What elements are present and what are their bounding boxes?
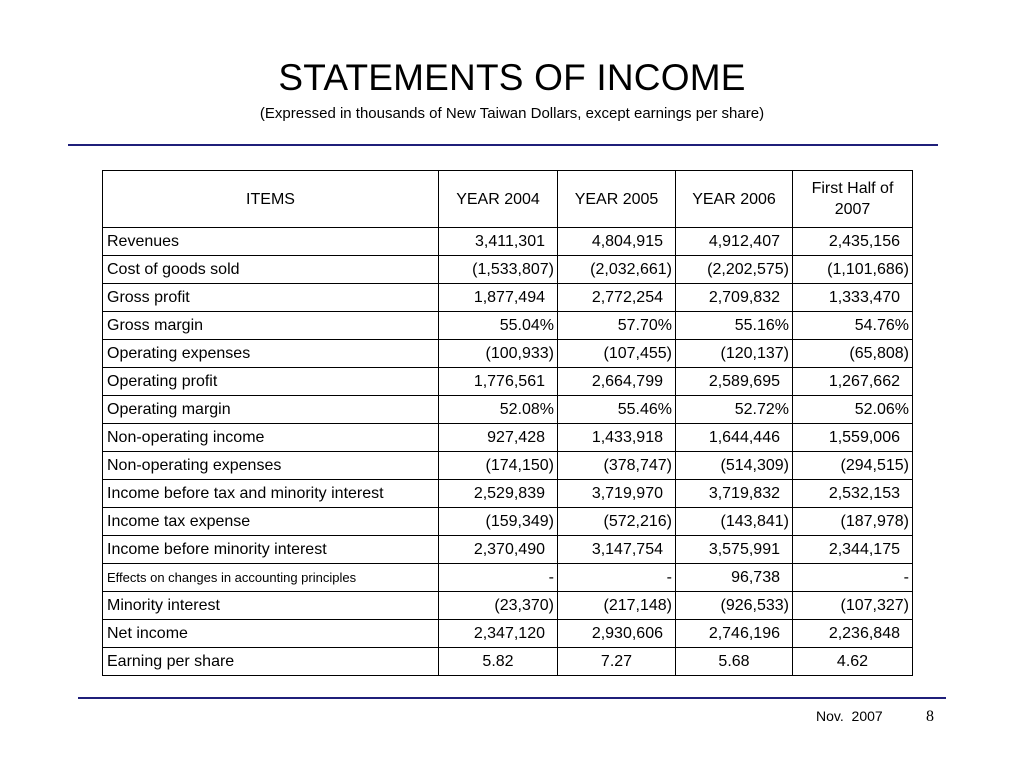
table-cell: (159,349) — [439, 508, 558, 536]
table-cell: (174,150) — [439, 452, 558, 480]
column-header-first-half-2007: First Half of 2007 — [793, 171, 913, 228]
table-row — [103, 480, 913, 508]
table-cell: 1,776,561 — [439, 368, 558, 396]
row-label: Effects on changes in accounting principles — [103, 564, 439, 592]
table-row — [103, 648, 913, 676]
table-row — [103, 368, 913, 396]
row-label: Gross profit — [103, 284, 439, 312]
table-cell: (107,327) — [793, 592, 913, 620]
table-row — [103, 396, 913, 424]
table-row — [103, 564, 913, 592]
table-row — [103, 256, 913, 284]
table-cell: 57.70% — [558, 312, 676, 340]
table-cell: (120,137) — [676, 340, 793, 368]
table-cell: 2,746,196 — [676, 620, 793, 648]
table-row — [103, 424, 913, 452]
table-cell: (2,202,575) — [676, 256, 793, 284]
table-header-row — [103, 171, 913, 228]
table-cell: 3,411,301 — [439, 228, 558, 256]
table-cell: 3,719,970 — [558, 480, 676, 508]
table-cell: 1,267,662 — [793, 368, 913, 396]
row-label: Gross margin — [103, 312, 439, 340]
column-header-items: ITEMS — [103, 171, 439, 228]
row-label: Non-operating expenses — [103, 452, 439, 480]
table-cell: (2,032,661) — [558, 256, 676, 284]
table-cell: (926,533) — [676, 592, 793, 620]
table-cell: - — [558, 564, 676, 592]
table-cell: 2,664,799 — [558, 368, 676, 396]
table-cell: (187,978) — [793, 508, 913, 536]
table-cell: (107,455) — [558, 340, 676, 368]
row-label: Operating margin — [103, 396, 439, 424]
table-cell: (514,309) — [676, 452, 793, 480]
table-cell: 4,912,407 — [676, 228, 793, 256]
row-label: Revenues — [103, 228, 439, 256]
table-cell: (65,808) — [793, 340, 913, 368]
footer-date: Nov. 2007 — [816, 708, 883, 724]
top-divider — [68, 144, 938, 146]
table-cell: 5.82 — [439, 648, 558, 676]
table-row — [103, 452, 913, 480]
table-cell: 7.27 — [558, 648, 676, 676]
table-row — [103, 536, 913, 564]
table-row — [103, 312, 913, 340]
table-cell: 2,435,156 — [793, 228, 913, 256]
table-cell: 96,738 — [676, 564, 793, 592]
table-cell: 2,772,254 — [558, 284, 676, 312]
table-cell: 2,532,153 — [793, 480, 913, 508]
table-cell: 1,644,446 — [676, 424, 793, 452]
table-cell: 5.68 — [676, 648, 793, 676]
row-label: Minority interest — [103, 592, 439, 620]
table-cell: 55.46% — [558, 396, 676, 424]
row-label: Non-operating income — [103, 424, 439, 452]
column-header-year-2005: YEAR 2005 — [558, 171, 676, 228]
table-cell: 3,147,754 — [558, 536, 676, 564]
row-label: Net income — [103, 620, 439, 648]
row-label: Cost of goods sold — [103, 256, 439, 284]
table-cell: 3,719,832 — [676, 480, 793, 508]
table-cell: (378,747) — [558, 452, 676, 480]
row-label: Operating profit — [103, 368, 439, 396]
page-subtitle: (Expressed in thousands of New Taiwan Dollars, except earnings per share) — [259, 105, 765, 122]
table-cell: 55.16% — [676, 312, 793, 340]
income-statement-table — [102, 170, 913, 676]
table-cell: (143,841) — [676, 508, 793, 536]
table-cell: (100,933) — [439, 340, 558, 368]
table-cell: - — [793, 564, 913, 592]
column-header-year-2004: YEAR 2004 — [439, 171, 558, 228]
table-cell: 927,428 — [439, 424, 558, 452]
table-cell: 4.62 — [793, 648, 913, 676]
table-row — [103, 284, 913, 312]
table-cell: 55.04% — [439, 312, 558, 340]
table-row — [103, 340, 913, 368]
table-cell: 54.76% — [793, 312, 913, 340]
table-cell: (1,101,686) — [793, 256, 913, 284]
table-cell: 2,347,120 — [439, 620, 558, 648]
page-number: 8 — [926, 708, 934, 725]
table-row — [103, 620, 913, 648]
table-body — [103, 228, 913, 676]
table-cell: 2,930,606 — [558, 620, 676, 648]
column-header-year-2006: YEAR 2006 — [676, 171, 793, 228]
table-cell: (23,370) — [439, 592, 558, 620]
table-row — [103, 508, 913, 536]
table-cell: 1,433,918 — [558, 424, 676, 452]
table-cell: (572,216) — [558, 508, 676, 536]
row-label: Income before minority interest — [103, 536, 439, 564]
table-cell: (1,533,807) — [439, 256, 558, 284]
table-cell: 1,559,006 — [793, 424, 913, 452]
row-label: Income before tax and minority interest — [103, 480, 439, 508]
table-cell: 1,877,494 — [439, 284, 558, 312]
table-cell: 1,333,470 — [793, 284, 913, 312]
table-cell: 52.72% — [676, 396, 793, 424]
row-label: Income tax expense — [103, 508, 439, 536]
table-cell: 52.06% — [793, 396, 913, 424]
row-label: Operating expenses — [103, 340, 439, 368]
table-cell: 4,804,915 — [558, 228, 676, 256]
table-cell: 2,709,832 — [676, 284, 793, 312]
table-row — [103, 592, 913, 620]
row-label: Earning per share — [103, 648, 439, 676]
table-cell: 2,370,490 — [439, 536, 558, 564]
table-cell: (217,148) — [558, 592, 676, 620]
table-cell: 3,575,991 — [676, 536, 793, 564]
table-cell: (294,515) — [793, 452, 913, 480]
table-cell: 2,529,839 — [439, 480, 558, 508]
table-cell: 2,344,175 — [793, 536, 913, 564]
table-cell: 2,589,695 — [676, 368, 793, 396]
bottom-divider — [78, 697, 946, 699]
table-cell: 2,236,848 — [793, 620, 913, 648]
page-title: STATEMENTS OF INCOME — [278, 57, 746, 98]
table-row — [103, 228, 913, 256]
table-cell: - — [439, 564, 558, 592]
table-cell: 52.08% — [439, 396, 558, 424]
